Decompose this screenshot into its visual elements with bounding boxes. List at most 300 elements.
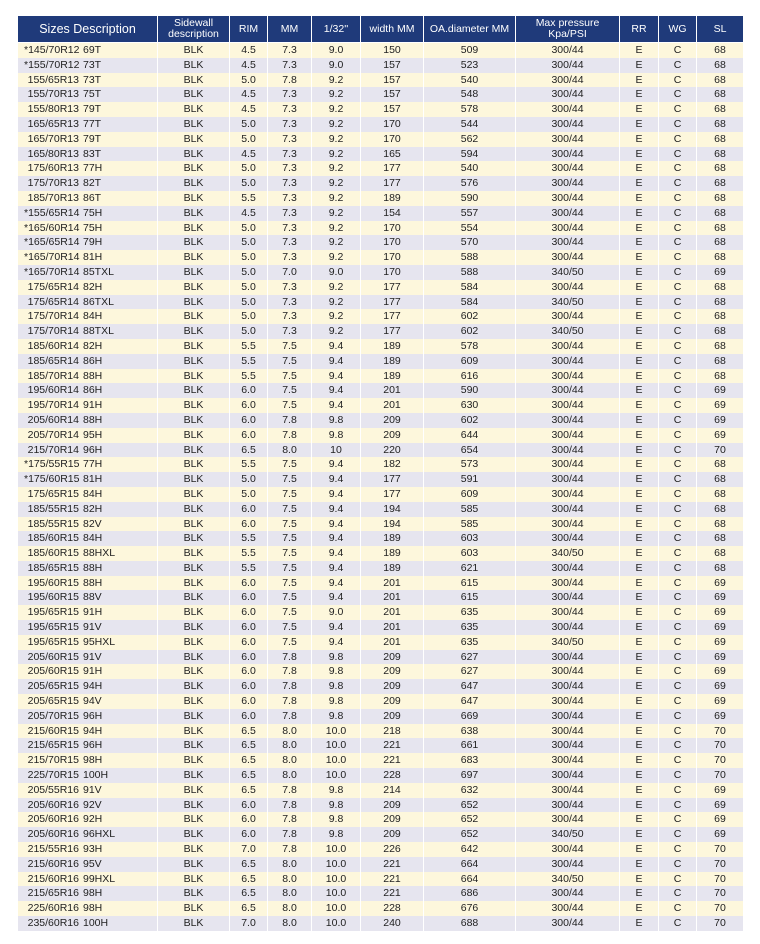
table-row bbox=[18, 886, 744, 901]
table-row bbox=[18, 206, 744, 221]
size-text bbox=[24, 724, 79, 739]
size-text bbox=[24, 812, 79, 827]
pressure-cell: 300/44 bbox=[516, 753, 620, 768]
header-wg: WG bbox=[659, 16, 697, 43]
od-cell: 588 bbox=[424, 265, 516, 280]
tread-cell: 9.8 bbox=[312, 428, 361, 443]
table-row bbox=[18, 87, 744, 102]
rr-cell: E bbox=[620, 872, 659, 887]
width-cell: 189 bbox=[361, 531, 424, 546]
load-speed-index: 96H bbox=[83, 709, 103, 722]
size-text bbox=[24, 590, 79, 605]
table-row bbox=[18, 872, 744, 887]
table-row bbox=[18, 398, 744, 413]
width-cell: 221 bbox=[361, 886, 424, 901]
mm-cell: 7.3 bbox=[268, 102, 312, 117]
header-width: width MM bbox=[361, 16, 424, 43]
load-speed-index: 82H bbox=[83, 339, 103, 352]
width-cell: 189 bbox=[361, 369, 424, 384]
load-speed-index: 77T bbox=[83, 117, 102, 130]
rim-cell: 5.5 bbox=[230, 546, 268, 561]
rr-cell: E bbox=[620, 102, 659, 117]
od-cell: 602 bbox=[424, 413, 516, 428]
rim-cell: 6.0 bbox=[230, 413, 268, 428]
sl-cell: 70 bbox=[697, 768, 744, 783]
sl-cell: 70 bbox=[697, 901, 744, 916]
od-cell: 548 bbox=[424, 87, 516, 102]
width-cell: 189 bbox=[361, 339, 424, 354]
od-cell: 654 bbox=[424, 443, 516, 458]
width-cell: 189 bbox=[361, 546, 424, 561]
tread-cell: 9.4 bbox=[312, 502, 361, 517]
size-cell bbox=[18, 161, 158, 176]
star-marker: * bbox=[24, 251, 29, 264]
mm-cell: 7.8 bbox=[268, 413, 312, 428]
header-row bbox=[18, 16, 744, 43]
load-speed-index: 84H bbox=[83, 310, 103, 323]
mm-cell: 7.5 bbox=[268, 517, 312, 532]
tread-cell: 9.8 bbox=[312, 694, 361, 709]
sl-cell: 68 bbox=[697, 117, 744, 132]
sidewall-cell: BLK bbox=[158, 620, 230, 635]
sidewall-cell: BLK bbox=[158, 901, 230, 916]
width-cell: 209 bbox=[361, 428, 424, 443]
rr-cell: E bbox=[620, 590, 659, 605]
size-text bbox=[24, 191, 79, 206]
width-cell: 220 bbox=[361, 443, 424, 458]
load-speed-index: 82H bbox=[83, 280, 103, 293]
rim-cell: 5.0 bbox=[230, 472, 268, 487]
tread-cell: 9.2 bbox=[312, 191, 361, 206]
rim-cell: 6.0 bbox=[230, 635, 268, 650]
load-speed-index: 100H bbox=[83, 769, 109, 782]
tread-cell: 9.2 bbox=[312, 147, 361, 162]
rr-cell: E bbox=[620, 176, 659, 191]
size-cell bbox=[18, 664, 158, 679]
load-speed-index: 91H bbox=[83, 665, 103, 678]
pressure-cell: 300/44 bbox=[516, 87, 620, 102]
tread-cell: 9.0 bbox=[312, 265, 361, 280]
wg-cell: C bbox=[659, 916, 697, 931]
rr-cell: E bbox=[620, 250, 659, 265]
mm-cell: 7.5 bbox=[268, 457, 312, 472]
sidewall-cell: BLK bbox=[158, 605, 230, 620]
pressure-cell: 340/50 bbox=[516, 324, 620, 339]
pressure-cell: 340/50 bbox=[516, 295, 620, 310]
rim-cell: 5.0 bbox=[230, 250, 268, 265]
tread-cell: 9.4 bbox=[312, 590, 361, 605]
mm-cell: 7.5 bbox=[268, 561, 312, 576]
star-marker: * bbox=[24, 458, 29, 471]
width-cell: 209 bbox=[361, 694, 424, 709]
load-speed-index: 77H bbox=[83, 162, 103, 175]
mm-cell: 7.8 bbox=[268, 664, 312, 679]
od-cell: 540 bbox=[424, 161, 516, 176]
rr-cell: E bbox=[620, 620, 659, 635]
mm-cell: 8.0 bbox=[268, 753, 312, 768]
mm-cell: 7.3 bbox=[268, 176, 312, 191]
size-value: 205/70R14 bbox=[27, 428, 79, 441]
od-cell: 540 bbox=[424, 73, 516, 88]
table-row bbox=[18, 724, 744, 739]
wg-cell: C bbox=[659, 620, 697, 635]
od-cell: 642 bbox=[424, 842, 516, 857]
size-cell bbox=[18, 295, 158, 310]
sl-cell: 68 bbox=[697, 235, 744, 250]
table-row bbox=[18, 221, 744, 236]
width-cell: 177 bbox=[361, 309, 424, 324]
load-speed-index: 82T bbox=[83, 177, 102, 190]
sidewall-cell: BLK bbox=[158, 73, 230, 88]
sl-cell: 70 bbox=[697, 872, 744, 887]
mm-cell: 8.0 bbox=[268, 738, 312, 753]
mm-cell: 8.0 bbox=[268, 886, 312, 901]
rr-cell: E bbox=[620, 664, 659, 679]
rr-cell: E bbox=[620, 546, 659, 561]
table-row bbox=[18, 590, 744, 605]
sl-cell: 70 bbox=[697, 753, 744, 768]
width-cell: 189 bbox=[361, 561, 424, 576]
rim-cell: 7.0 bbox=[230, 916, 268, 931]
pressure-cell: 300/44 bbox=[516, 354, 620, 369]
rr-cell: E bbox=[620, 354, 659, 369]
size-value: 185/65R14 bbox=[27, 354, 79, 367]
sl-cell: 68 bbox=[697, 176, 744, 191]
load-speed-index: 88HXL bbox=[83, 547, 116, 560]
load-speed-index: 91H bbox=[83, 606, 103, 619]
size-cell bbox=[18, 191, 158, 206]
wg-cell: C bbox=[659, 413, 697, 428]
wg-cell: C bbox=[659, 102, 697, 117]
size-text bbox=[24, 502, 79, 517]
wg-cell: C bbox=[659, 457, 697, 472]
rim-cell: 4.5 bbox=[230, 147, 268, 162]
table-row bbox=[18, 517, 744, 532]
sl-cell: 70 bbox=[697, 738, 744, 753]
size-value: 185/70R13 bbox=[27, 191, 79, 204]
od-cell: 664 bbox=[424, 857, 516, 872]
sidewall-cell: BLK bbox=[158, 590, 230, 605]
size-text bbox=[24, 280, 79, 295]
size-text bbox=[24, 605, 79, 620]
sl-cell: 70 bbox=[697, 857, 744, 872]
mm-cell: 7.5 bbox=[268, 531, 312, 546]
sidewall-cell: BLK bbox=[158, 235, 230, 250]
od-cell: 615 bbox=[424, 590, 516, 605]
pressure-cell: 300/44 bbox=[516, 531, 620, 546]
rr-cell: E bbox=[620, 502, 659, 517]
rr-cell: E bbox=[620, 398, 659, 413]
width-cell: 221 bbox=[361, 872, 424, 887]
rim-cell: 6.0 bbox=[230, 428, 268, 443]
tread-cell: 9.2 bbox=[312, 102, 361, 117]
sidewall-cell: BLK bbox=[158, 413, 230, 428]
sl-cell: 69 bbox=[697, 783, 744, 798]
mm-cell: 7.8 bbox=[268, 798, 312, 813]
tread-cell: 9.4 bbox=[312, 546, 361, 561]
sidewall-cell: BLK bbox=[158, 457, 230, 472]
size-value: 165/65R13 bbox=[27, 117, 79, 130]
sl-cell: 69 bbox=[697, 576, 744, 591]
load-speed-index: 73T bbox=[83, 73, 102, 86]
sl-cell: 68 bbox=[697, 132, 744, 147]
load-speed-index: 94H bbox=[83, 724, 103, 737]
rim-cell: 6.5 bbox=[230, 768, 268, 783]
mm-cell: 7.5 bbox=[268, 339, 312, 354]
wg-cell: C bbox=[659, 73, 697, 88]
sl-cell: 68 bbox=[697, 561, 744, 576]
tread-cell: 10.0 bbox=[312, 886, 361, 901]
star-marker: * bbox=[24, 58, 29, 71]
mm-cell: 7.3 bbox=[268, 132, 312, 147]
pressure-cell: 300/44 bbox=[516, 117, 620, 132]
rr-cell: E bbox=[620, 694, 659, 709]
size-value: 175/65R14 bbox=[27, 295, 79, 308]
tread-cell: 9.2 bbox=[312, 161, 361, 176]
rr-cell: E bbox=[620, 235, 659, 250]
table-row bbox=[18, 768, 744, 783]
sl-cell: 68 bbox=[697, 191, 744, 206]
table-row bbox=[18, 531, 744, 546]
width-cell: 226 bbox=[361, 842, 424, 857]
size-cell bbox=[18, 87, 158, 102]
tread-cell: 9.4 bbox=[312, 561, 361, 576]
size-text bbox=[24, 265, 79, 280]
star-marker: * bbox=[24, 265, 29, 278]
size-cell bbox=[18, 842, 158, 857]
mm-cell: 8.0 bbox=[268, 872, 312, 887]
sl-cell: 69 bbox=[697, 709, 744, 724]
sidewall-cell: BLK bbox=[158, 738, 230, 753]
rim-cell: 6.0 bbox=[230, 650, 268, 665]
rim-cell: 5.0 bbox=[230, 309, 268, 324]
sidewall-cell: BLK bbox=[158, 798, 230, 813]
sidewall-cell: BLK bbox=[158, 265, 230, 280]
size-text bbox=[24, 886, 79, 901]
wg-cell: C bbox=[659, 280, 697, 295]
table-row bbox=[18, 176, 744, 191]
size-value: 175/65R14 bbox=[27, 280, 79, 293]
table-row bbox=[18, 576, 744, 591]
sl-cell: 68 bbox=[697, 161, 744, 176]
sl-cell: 68 bbox=[697, 102, 744, 117]
mm-cell: 7.8 bbox=[268, 842, 312, 857]
rr-cell: E bbox=[620, 679, 659, 694]
sidewall-cell: BLK bbox=[158, 102, 230, 117]
table-row bbox=[18, 620, 744, 635]
sl-cell: 69 bbox=[697, 798, 744, 813]
size-cell bbox=[18, 872, 158, 887]
sl-cell: 68 bbox=[697, 250, 744, 265]
wg-cell: C bbox=[659, 590, 697, 605]
table-row bbox=[18, 117, 744, 132]
load-speed-index: 88H bbox=[83, 369, 103, 382]
size-text bbox=[24, 620, 79, 635]
width-cell: 154 bbox=[361, 206, 424, 221]
width-cell: 209 bbox=[361, 798, 424, 813]
size-text bbox=[24, 354, 79, 369]
size-cell bbox=[18, 221, 158, 236]
od-cell: 632 bbox=[424, 783, 516, 798]
sidewall-cell: BLK bbox=[158, 295, 230, 310]
pressure-cell: 300/44 bbox=[516, 413, 620, 428]
wg-cell: C bbox=[659, 354, 697, 369]
rr-cell: E bbox=[620, 517, 659, 532]
width-cell: 209 bbox=[361, 812, 424, 827]
pressure-cell: 300/44 bbox=[516, 709, 620, 724]
mm-cell: 7.5 bbox=[268, 472, 312, 487]
size-value: 215/55R16 bbox=[27, 843, 79, 856]
table-row bbox=[18, 265, 744, 280]
mm-cell: 7.8 bbox=[268, 679, 312, 694]
od-cell: 661 bbox=[424, 738, 516, 753]
mm-cell: 7.3 bbox=[268, 161, 312, 176]
size-cell bbox=[18, 369, 158, 384]
width-cell: 170 bbox=[361, 117, 424, 132]
rim-cell: 6.5 bbox=[230, 901, 268, 916]
star-marker: * bbox=[24, 206, 29, 219]
od-cell: 635 bbox=[424, 635, 516, 650]
rim-cell: 5.0 bbox=[230, 235, 268, 250]
wg-cell: C bbox=[659, 265, 697, 280]
pressure-cell: 300/44 bbox=[516, 221, 620, 236]
header-mm: MM bbox=[268, 16, 312, 43]
table-row bbox=[18, 250, 744, 265]
od-cell: 647 bbox=[424, 694, 516, 709]
size-value: 165/70R14 bbox=[28, 265, 80, 278]
wg-cell: C bbox=[659, 147, 697, 162]
sidewall-cell: BLK bbox=[158, 206, 230, 221]
od-cell: 578 bbox=[424, 339, 516, 354]
width-cell: 170 bbox=[361, 250, 424, 265]
sidewall-cell: BLK bbox=[158, 132, 230, 147]
tread-cell: 9.8 bbox=[312, 827, 361, 842]
size-value: 155/80R13 bbox=[27, 103, 79, 116]
tread-cell: 9.4 bbox=[312, 339, 361, 354]
width-cell: 177 bbox=[361, 280, 424, 295]
size-value: 195/65R15 bbox=[27, 635, 79, 648]
table-row bbox=[18, 383, 744, 398]
rim-cell: 6.0 bbox=[230, 383, 268, 398]
header-rr: RR bbox=[620, 16, 659, 43]
size-cell bbox=[18, 605, 158, 620]
size-value: 215/65R16 bbox=[27, 887, 79, 900]
wg-cell: C bbox=[659, 561, 697, 576]
rr-cell: E bbox=[620, 73, 659, 88]
table-row bbox=[18, 857, 744, 872]
mm-cell: 7.5 bbox=[268, 576, 312, 591]
sl-cell: 68 bbox=[697, 487, 744, 502]
size-text bbox=[24, 206, 79, 221]
rr-cell: E bbox=[620, 147, 659, 162]
rr-cell: E bbox=[620, 87, 659, 102]
size-value: 175/70R13 bbox=[27, 177, 79, 190]
width-cell: 214 bbox=[361, 783, 424, 798]
size-text bbox=[24, 117, 79, 132]
table-body bbox=[18, 43, 744, 931]
pressure-cell: 300/44 bbox=[516, 694, 620, 709]
size-text bbox=[24, 531, 79, 546]
rim-cell: 6.0 bbox=[230, 620, 268, 635]
mm-cell: 7.8 bbox=[268, 650, 312, 665]
size-cell bbox=[18, 73, 158, 88]
wg-cell: C bbox=[659, 886, 697, 901]
rr-cell: E bbox=[620, 324, 659, 339]
rr-cell: E bbox=[620, 339, 659, 354]
rr-cell: E bbox=[620, 857, 659, 872]
size-text bbox=[24, 102, 79, 117]
table-row bbox=[18, 43, 744, 58]
size-cell bbox=[18, 901, 158, 916]
width-cell: 209 bbox=[361, 827, 424, 842]
size-text bbox=[24, 383, 79, 398]
wg-cell: C bbox=[659, 857, 697, 872]
width-cell: 201 bbox=[361, 605, 424, 620]
wg-cell: C bbox=[659, 531, 697, 546]
load-speed-index: 94H bbox=[83, 680, 103, 693]
od-cell: 570 bbox=[424, 235, 516, 250]
mm-cell: 7.5 bbox=[268, 502, 312, 517]
size-text bbox=[24, 576, 79, 591]
sidewall-cell: BLK bbox=[158, 842, 230, 857]
rr-cell: E bbox=[620, 561, 659, 576]
mm-cell: 7.3 bbox=[268, 43, 312, 58]
tread-cell: 9.8 bbox=[312, 413, 361, 428]
mm-cell: 7.3 bbox=[268, 206, 312, 221]
od-cell: 635 bbox=[424, 620, 516, 635]
size-text bbox=[24, 132, 79, 147]
size-value: 205/65R15 bbox=[27, 680, 79, 693]
od-cell: 509 bbox=[424, 43, 516, 58]
rr-cell: E bbox=[620, 161, 659, 176]
od-cell: 544 bbox=[424, 117, 516, 132]
width-cell: 177 bbox=[361, 161, 424, 176]
rim-cell: 5.0 bbox=[230, 132, 268, 147]
table-row bbox=[18, 798, 744, 813]
size-value: 205/70R15 bbox=[27, 709, 79, 722]
table-row bbox=[18, 428, 744, 443]
size-cell bbox=[18, 339, 158, 354]
size-text bbox=[24, 901, 79, 916]
table-row bbox=[18, 457, 744, 472]
tread-cell: 10.0 bbox=[312, 738, 361, 753]
width-cell: 170 bbox=[361, 265, 424, 280]
sl-cell: 68 bbox=[697, 221, 744, 236]
width-cell: 218 bbox=[361, 724, 424, 739]
sidewall-cell: BLK bbox=[158, 191, 230, 206]
od-cell: 584 bbox=[424, 280, 516, 295]
wg-cell: C bbox=[659, 679, 697, 694]
tread-cell: 9.2 bbox=[312, 324, 361, 339]
sidewall-cell: BLK bbox=[158, 694, 230, 709]
wg-cell: C bbox=[659, 872, 697, 887]
load-speed-index: 77H bbox=[83, 458, 103, 471]
tread-cell: 9.4 bbox=[312, 635, 361, 650]
wg-cell: C bbox=[659, 738, 697, 753]
tread-cell: 9.2 bbox=[312, 250, 361, 265]
size-cell bbox=[18, 502, 158, 517]
pressure-cell: 300/44 bbox=[516, 428, 620, 443]
table-row bbox=[18, 191, 744, 206]
sidewall-cell: BLK bbox=[158, 916, 230, 931]
size-value: 175/55R15 bbox=[28, 458, 80, 471]
size-cell bbox=[18, 354, 158, 369]
width-cell: 170 bbox=[361, 221, 424, 236]
sidewall-cell: BLK bbox=[158, 43, 230, 58]
size-text bbox=[24, 176, 79, 191]
table-row bbox=[18, 147, 744, 162]
rim-cell: 6.0 bbox=[230, 827, 268, 842]
